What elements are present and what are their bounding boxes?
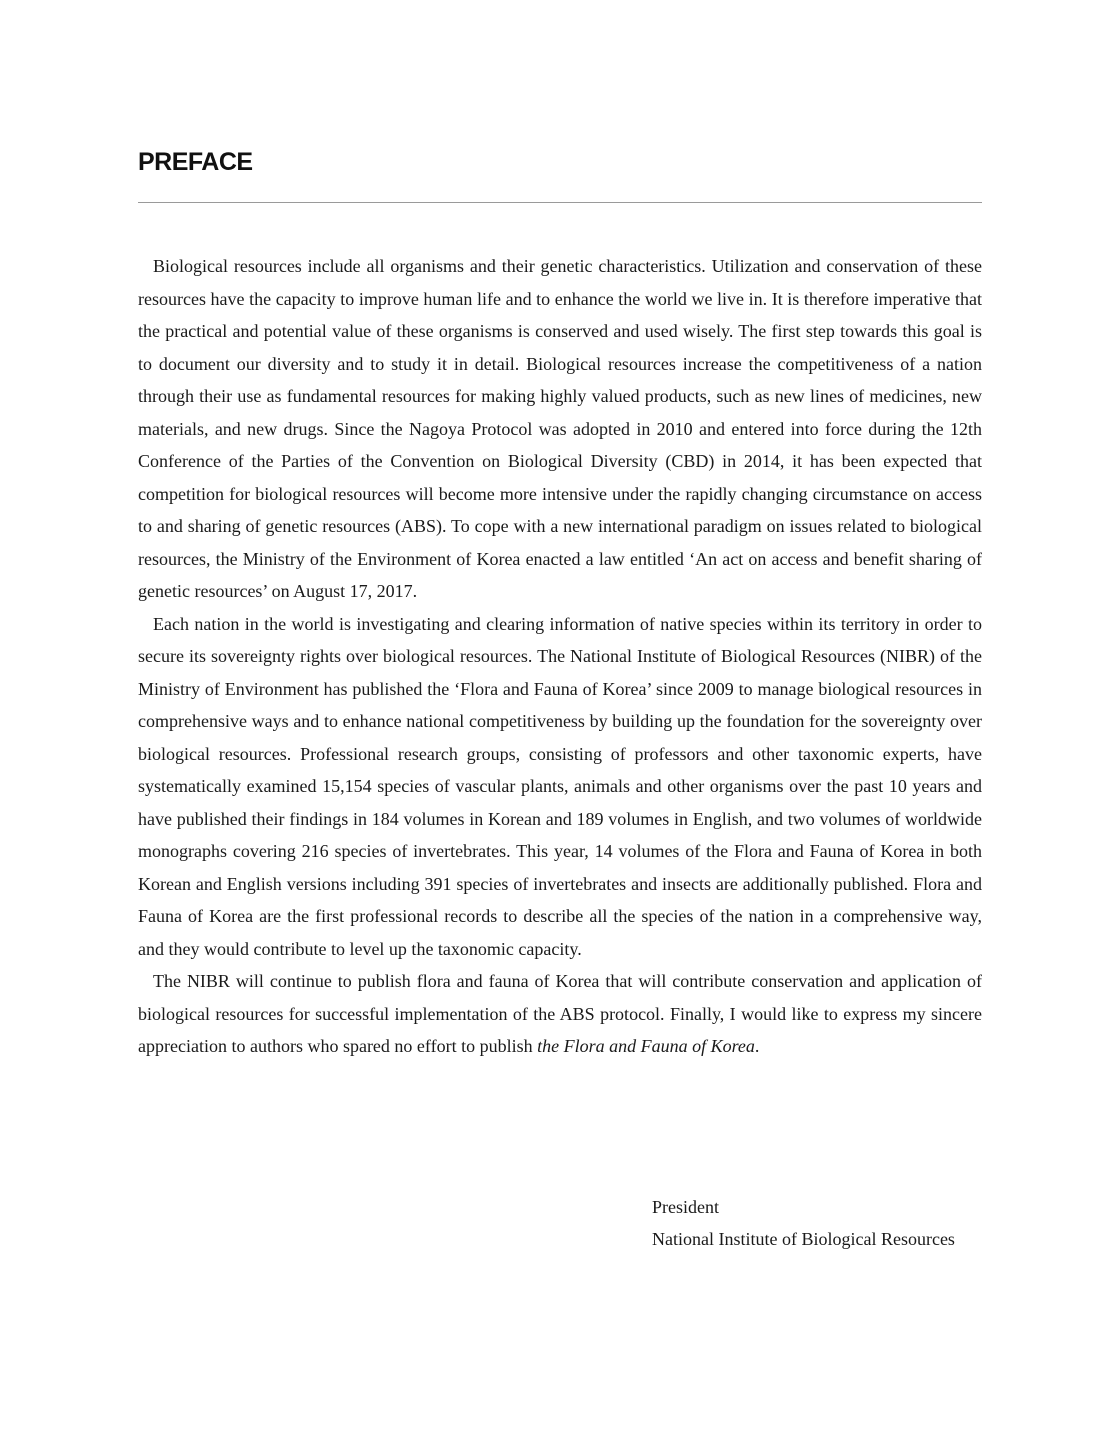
paragraph-3-end: .: [754, 1036, 760, 1056]
paragraph-1: Biological resources include all organisms and their genetic characteristics. Utilization and conservation of these resources have the capacity to improve human life and to enhance the world we live in. It is therefore imperative that the practical and potential value of these organisms is conserved and used wisely. The first step towards this goal is to document our diversity and to study it in detail. Biological resources increase the competitiveness of a nation through their use as fundamental resources for making highly valued products, such as new lines of medicines, new materials, and new drugs. Since the Nagoya Protocol was adopted in 2010 and entered into force during the 12th Conference of the Parties of the Convention on Biological Diversity (CBD) in 2014, it has been expected that competition for biological resources will become more intensive under the rapidly changing circumstance on access to and sharing of genetic resources (ABS). To cope with a new international paradigm on issues related to biological resources, the Ministry of the Environment of Korea enacted a law entitled ‘An act on access and benefit sharing of genetic resources’ on August 17, 2017.: [138, 256, 982, 601]
paragraph-2: Each nation in the world is investigating and clearing information of native species within its territory in order to secure its sovereignty rights over biological resources. The National Institute of Biological Resources (NIBR) of the Ministry of Environment has published the ‘Flora and Fauna of Korea’ since 2009 to manage biological resources in comprehensive ways and to enhance national competitiveness by building up the foundation for the sovereignty over biological resources. Professional research groups, consisting of professors and other taxonomic experts, have systematically examined 15,154 species of vascular plants, animals and other organisms over the past 10 years and have published their findings in 184 volumes in Korean and 189 volumes in English, and two volumes of worldwide monographs covering 216 species of invertebrates. This year, 14 volumes of the Flora and Fauna of Korea in both Korean and English versions including 391 species of invertebrates and insects are additionally published. Flora and Fauna of Korea are the first professional records to describe all the species of the nation in a comprehensive way, and they would contribute to level up the taxonomic capacity.: [138, 613, 982, 959]
signature-organization: National Institute of Biological Resources: [652, 1229, 955, 1249]
paragraph-3: [138, 965, 982, 1063]
signature-role: President: [652, 1197, 719, 1217]
title-divider: [138, 202, 982, 203]
paragraph-3-text: The NIBR will continue to publish flora and fauna of Korea that will contribute conservation and application of biological resources for successful implementation of the ABS protocol. Finally, I would like to express my sincere appreciation to authors who spared no effort to publish: [138, 971, 982, 1056]
preface-body: [138, 250, 982, 1063]
book-title-italic: the Flora and Fauna of Korea: [537, 1036, 755, 1056]
page-title: PREFACE: [138, 148, 253, 176]
signature-block: [652, 1191, 955, 1255]
